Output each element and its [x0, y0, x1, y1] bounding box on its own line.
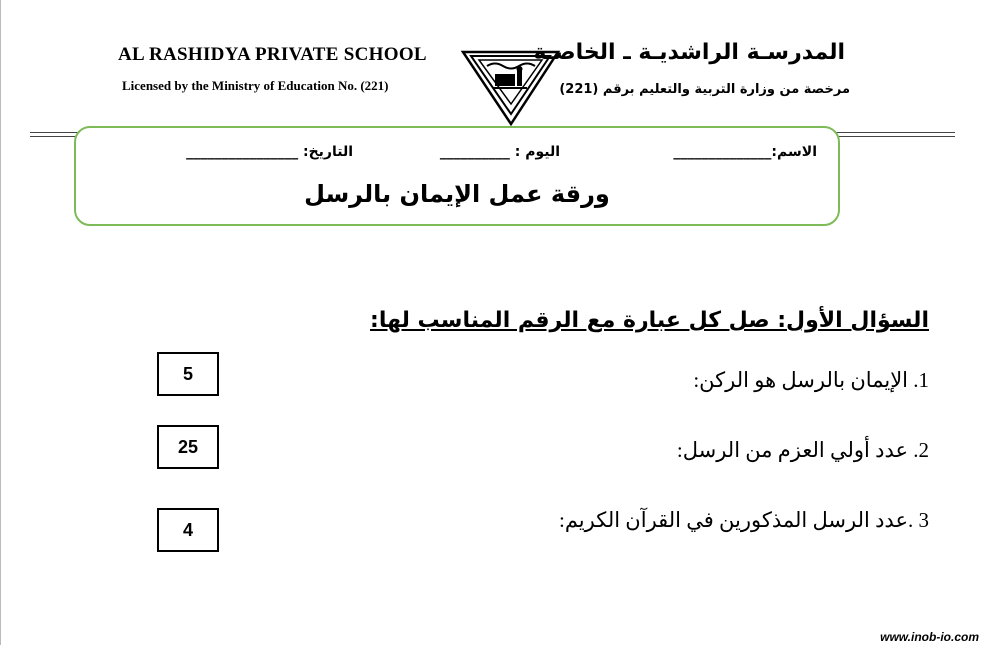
date-field[interactable]: التاريخ: ________________: [186, 144, 353, 160]
student-info-box: [74, 126, 840, 226]
question-item-3: 3 .عدد الرسل المذكورين في القرآن الكريم:: [558, 508, 929, 532]
license-en: Licensed by the Ministry of Education No. (221): [122, 78, 389, 93]
worksheet-title: ورقة عمل الإيمان بالرسل: [304, 180, 610, 208]
footer-website: www.inob-io.com: [880, 630, 979, 644]
school-name-ar: المدرسـة الراشديـة ـ الخاصـة: [533, 40, 845, 65]
name-field[interactable]: الاسم:______________: [673, 144, 817, 160]
answer-box-2[interactable]: 25: [157, 425, 219, 469]
license-ar: مرخصة من وزارة التربية والتعليم برقم (221): [559, 82, 850, 97]
question-item-1: 1. الإيمان بالرسل هو الركن:: [693, 368, 929, 392]
day-field[interactable]: اليوم : __________: [439, 144, 560, 160]
school-name-en: AL RASHIDYA PRIVATE SCHOOL: [118, 44, 427, 65]
answer-box-3[interactable]: 4: [157, 508, 219, 552]
page-left-edge: [0, 0, 1, 645]
question-item-2: 2. عدد أولي العزم من الرسل:: [676, 438, 929, 462]
answer-box-1[interactable]: 5: [157, 352, 219, 396]
question-title: السؤال الأول: صل كل عبارة مع الرقم المناسب لها:: [370, 308, 929, 333]
